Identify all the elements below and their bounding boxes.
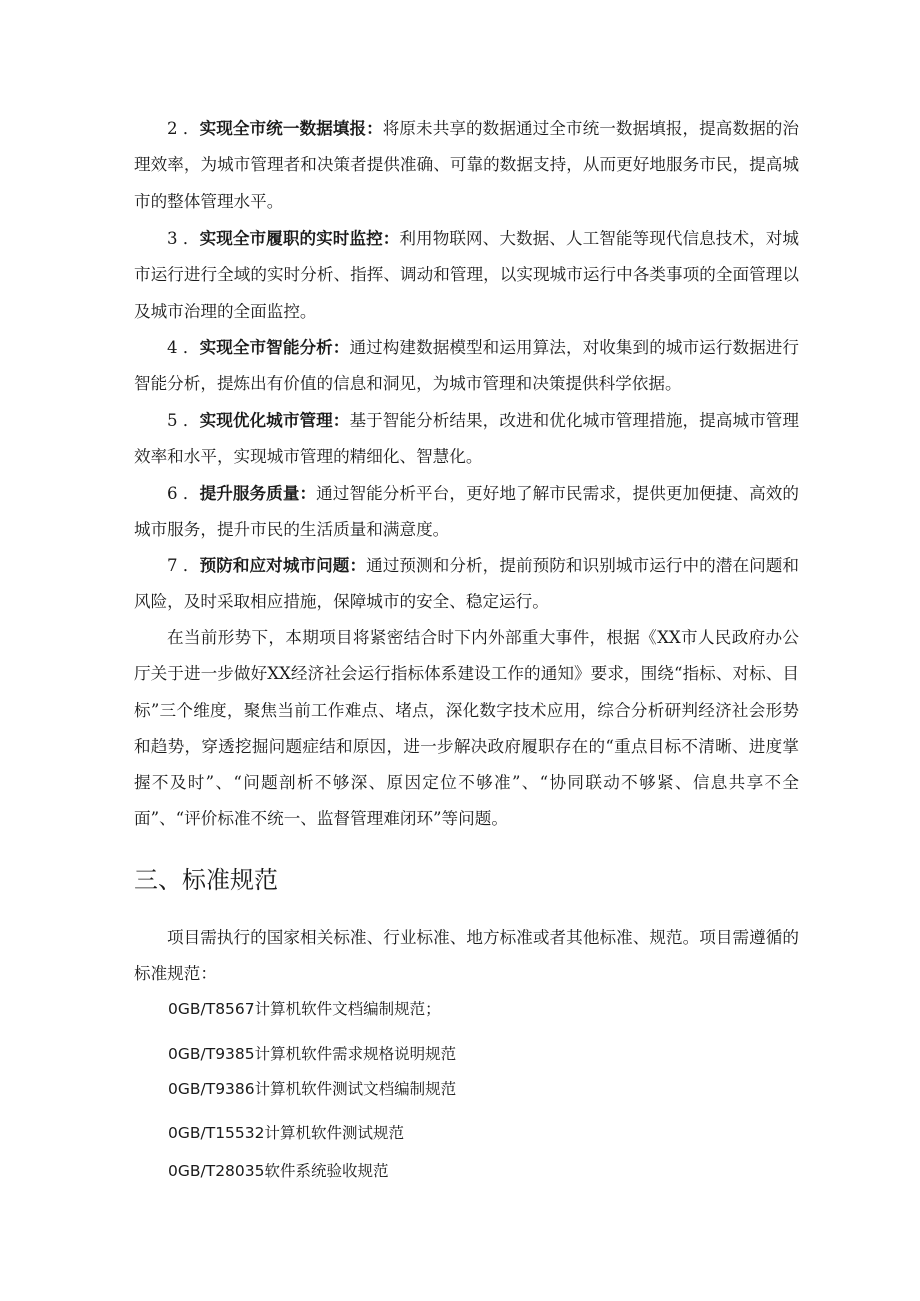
goal-item-4 — [134, 329, 799, 403]
goal-separator: ． — [177, 338, 200, 357]
goal-title: 实现全市统一数据填报： — [199, 118, 383, 138]
goal-item-3 — [134, 220, 799, 330]
goal-body: 将原未共享的数据通过全市统一数据填报，提高数据的治理效率，为城市管理者和决策者提供准确、可靠的数据支持，从而更好地服务市民，提高城市的整体管理水平。 — [134, 119, 800, 211]
goal-item-7 — [134, 547, 799, 621]
goal-body: 基于智能分析结果，改进和优化城市管理措施，提高城市管理效率和水平，实现城市管理的精细化、智慧化。 — [134, 411, 800, 467]
goal-title: 提升服务质量： — [199, 483, 317, 503]
goal-body: 通过构建数据模型和运用算法，对收集到的城市运行数据进行智能分析，提炼出有价值的信息和洞见，为城市管理和决策提供科学依据。 — [134, 338, 800, 394]
standard-item: 0GB/T15532计算机软件测试规范 — [168, 1124, 405, 1142]
standard-item: 0GB/T9386计算机软件测试文档编制规范 — [168, 1080, 457, 1098]
context-paragraph: 在当前形势下，本期项目将紧密结合时下内外部重大事件，根据《XX市人民政府办公厅关于进一步做好XX经济社会运行指标体系建设工作的通知》要求，围绕“指标、对标、目标”三个维度，聚焦当前工作难点、堵点，深化数字技术应用，综合分析研判经济社会形势和趋势，穿透挖掘问题症结和原因，进一步解决政府履职存在的“重点目标不清晰、进度掌握不及时”、“问题剖析不够深、原因定位不够准”、“协同联动不够紧、信息共享不全面”、“评价标准不统一、监督管理难闭环”等问题。 — [134, 628, 799, 829]
goal-separator: ． — [177, 411, 200, 430]
goal-title: 实现优化城市管理： — [199, 410, 350, 430]
goal-item-6 — [134, 475, 799, 549]
standard-item: 0GB/T8567计算机软件文档编制规范； — [168, 1000, 441, 1018]
section-heading: 三、标准规范 — [134, 866, 278, 894]
goal-separator: ． — [177, 229, 200, 248]
goal-separator: ． — [177, 119, 200, 138]
goal-title: 实现全市智能分析： — [199, 337, 350, 357]
goal-number: 7 — [167, 556, 178, 575]
section-intro: 项目需执行的国家相关标准、行业标准、地方标准或者其他标准、规范。项目需遵循的标准规范： — [134, 928, 799, 984]
goal-body: 利用物联网、大数据、人工智能等现代信息技术，对城市运行进行全域的实时分析、指挥、调动和管理，以实现城市运行中各类事项的全面管理以及城市治理的全面监控。 — [134, 229, 800, 321]
goal-item-2 — [134, 110, 799, 220]
goal-number: 6 — [167, 484, 178, 503]
standard-item: 0GB/T9385计算机软件需求规格说明规范 — [168, 1045, 457, 1063]
goal-number: 3 — [167, 229, 178, 248]
standard-item: 0GB/T28035软件系统验收规范 — [168, 1162, 389, 1180]
goal-item-5 — [134, 402, 799, 476]
goal-title: 预防和应对城市问题： — [199, 555, 367, 575]
goal-separator: ． — [177, 484, 200, 503]
goal-number: 2 — [167, 119, 178, 138]
goal-number: 5 — [167, 411, 178, 430]
goal-body: 通过预测和分析，提前预防和识别城市运行中的潜在问题和风险，及时采取相应措施，保障城市的安全、稳定运行。 — [134, 556, 800, 612]
goal-separator: ． — [177, 556, 200, 575]
goal-number: 4 — [167, 338, 178, 357]
goal-body: 通过智能分析平台，更好地了解市民需求，提供更加便捷、高效的城市服务，提升市民的生活质量和满意度。 — [134, 484, 800, 540]
goal-title: 实现全市履职的实时监控： — [199, 228, 400, 248]
